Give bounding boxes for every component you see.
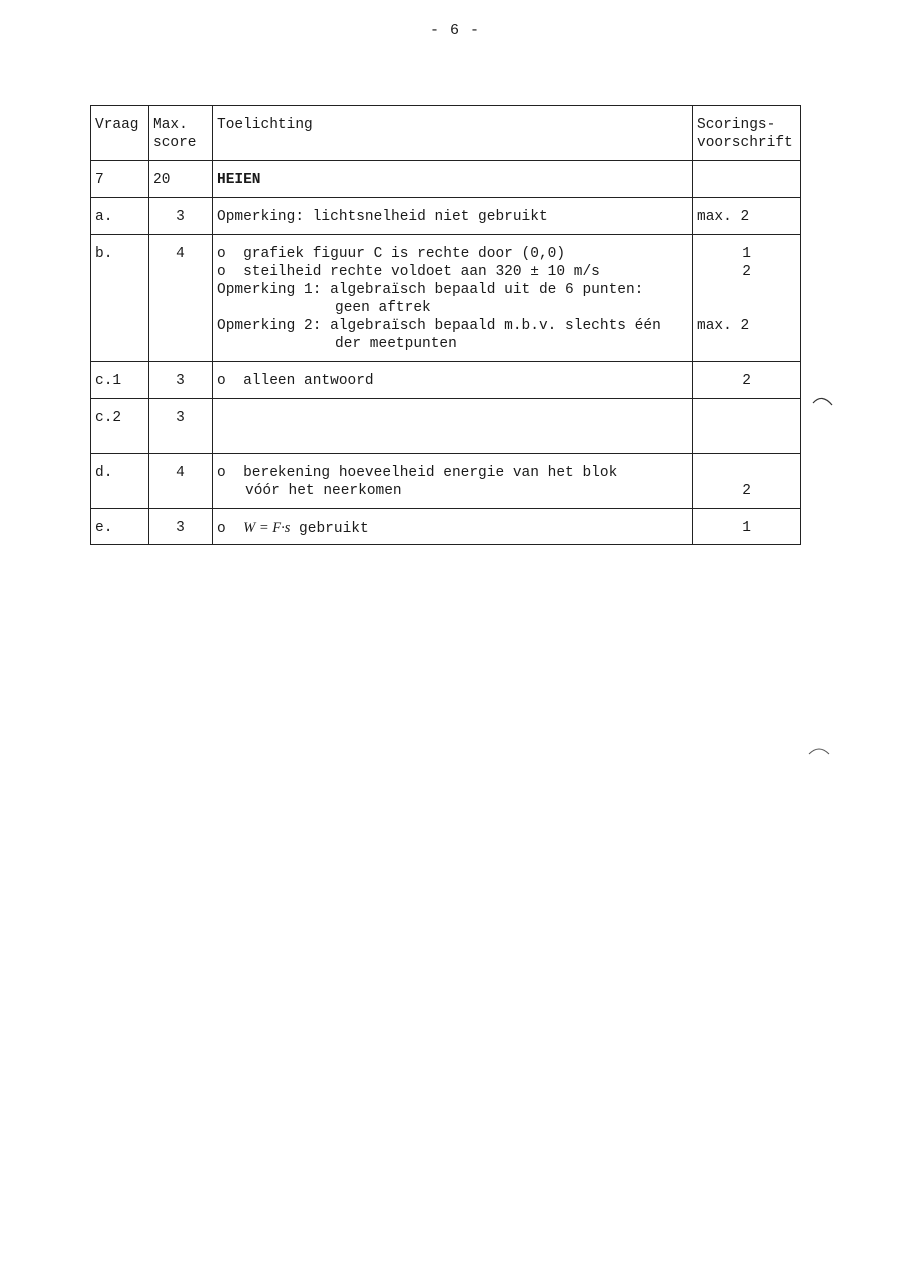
points-cell: [693, 399, 801, 454]
toelichting-line: [217, 519, 688, 538]
table-header-row: [91, 106, 801, 161]
points-value: 1: [742, 246, 751, 262]
header-scoring-line1: Scorings-: [697, 117, 776, 133]
table-row: [91, 509, 801, 545]
toelichting-line: vóór het neerkomen: [245, 483, 402, 499]
toelichting-cell: [213, 161, 693, 198]
points-value: 2: [742, 264, 751, 280]
bullet-prefix: o: [217, 521, 244, 537]
toelichting-line: Opmerking: lichtsnelheid niet gebruikt: [217, 209, 548, 225]
score-cell: 3: [149, 362, 213, 399]
points-cell: [693, 198, 801, 235]
points-value: 1: [742, 520, 751, 536]
table-row: [91, 454, 801, 509]
points-cell: [693, 362, 801, 399]
table-row: [91, 362, 801, 399]
vraag-cell: c.2: [91, 399, 149, 454]
toelichting-cell: [213, 509, 693, 545]
margin-arc-mark: [812, 395, 834, 407]
toelichting-cell: [213, 454, 693, 509]
points-cell: [693, 161, 801, 198]
toelichting-line: Opmerking 2: algebraïsch bepaald m.b.v. slechts één: [217, 318, 661, 334]
vraag-cell: a.: [91, 198, 149, 235]
header-max-score-line1: Max.: [153, 117, 188, 133]
table-row: [91, 399, 801, 454]
header-max-score-line2: score: [153, 135, 197, 151]
formula: W = F·s: [243, 520, 291, 536]
toelichting-line: o berekening hoeveelheid energie van het blok: [217, 465, 618, 481]
toelichting-cell: [213, 198, 693, 235]
points-cell: [693, 509, 801, 545]
table-row: [91, 235, 801, 362]
toelichting-cell: [213, 235, 693, 362]
vraag-cell: e.: [91, 509, 149, 545]
page-number: - 6 -: [429, 22, 480, 39]
table-row: [91, 198, 801, 235]
vraag-cell: c.1: [91, 362, 149, 399]
header-scoring-line2: voorschrift: [697, 135, 793, 151]
points-cell: [693, 235, 801, 362]
section-title: HEIEN: [217, 172, 261, 188]
toelichting-cell: [213, 362, 693, 399]
score-cell: 3: [149, 509, 213, 545]
toelichting-line: der meetpunten: [335, 336, 457, 352]
score-cell: 4: [149, 454, 213, 509]
points-value: max. 2: [697, 209, 750, 225]
toelichting-line: geen aftrek: [335, 300, 431, 316]
points-value: 2: [742, 483, 751, 499]
header-scoringsvoorschrift: [693, 106, 801, 161]
toelichting-line: o steilheid rechte voldoet aan 320 ± 10 m/s: [217, 264, 600, 280]
score-cell: 4: [149, 235, 213, 362]
points-cell: [693, 454, 801, 509]
score-cell: 3: [149, 198, 213, 235]
points-value: 2: [742, 373, 751, 389]
points-value: max. 2: [697, 318, 750, 334]
score-cell: 20: [149, 161, 213, 198]
toelichting-cell: [213, 399, 693, 454]
margin-arc-mark: [808, 744, 830, 756]
vraag-cell: 7: [91, 161, 149, 198]
header-max-score: [149, 106, 213, 161]
scoring-table: [90, 105, 801, 545]
vraag-cell: b.: [91, 235, 149, 362]
header-vraag: Vraag: [91, 106, 149, 161]
toelichting-line: o alleen antwoord: [217, 373, 374, 389]
toelichting-suffix: gebruikt: [290, 521, 369, 537]
vraag-cell: d.: [91, 454, 149, 509]
score-cell: 3: [149, 399, 213, 454]
table-row: [91, 161, 801, 198]
header-toelichting: Toelichting: [213, 106, 693, 161]
toelichting-line: Opmerking 1: algebraïsch bepaald uit de 6 punten:: [217, 282, 644, 298]
toelichting-line: o grafiek figuur C is rechte door (0,0): [217, 246, 566, 262]
